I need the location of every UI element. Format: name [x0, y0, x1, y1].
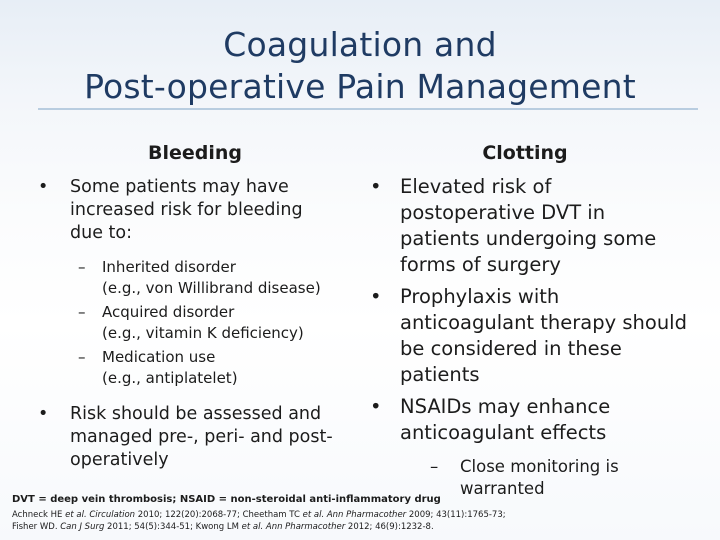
clotting-subitem-monitoring: [400, 456, 690, 500]
dash-icon: –: [78, 348, 86, 366]
subitem-detail: (e.g., vitamin K deficiency): [102, 324, 304, 342]
bleeding-subitem-medication: [70, 347, 338, 389]
dash-icon: –: [78, 303, 86, 321]
bullet-icon: •: [370, 175, 382, 198]
ref-journal: Circulation: [86, 510, 136, 520]
dash-icon: –: [430, 457, 439, 476]
clotting-sublist: [400, 456, 690, 500]
ref-etal: et al.: [65, 510, 87, 520]
bullet-icon: •: [370, 285, 382, 308]
ref-text: Achneck HE: [12, 510, 66, 520]
bleeding-item-1: [38, 176, 338, 389]
bleeding-subitem-acquired: [70, 302, 338, 344]
title-line-2: Post-operative Pain Management: [84, 67, 636, 106]
abbreviations-footnote: DVT = deep vein thrombosis; NSAID = non-steroidal anti-inflammatory drug: [12, 494, 441, 505]
clotting-item-3-text: NSAIDs may enhance anticoagulant effects: [400, 395, 611, 444]
bleeding-item-1-text: Some patients may have increased risk for bleeding due to:: [70, 177, 303, 243]
subitem-label: Acquired disorder: [102, 303, 235, 321]
ref-text: 2012; 46(9):1232-8.: [345, 522, 434, 532]
bleeding-heading: Bleeding: [147, 142, 242, 164]
clotting-item-2: [370, 284, 690, 388]
subitem-detail: (e.g., antiplatelet): [102, 369, 238, 387]
bullet-icon: •: [38, 177, 49, 197]
bleeding-sublist: [70, 257, 338, 389]
ref-journal: Ann Pharmacother: [324, 510, 407, 520]
title-divider: [38, 108, 698, 110]
bleeding-subitem-inherited: [70, 257, 338, 299]
slide-title: [0, 24, 720, 108]
bullet-icon: •: [370, 395, 382, 418]
dash-icon: –: [78, 258, 86, 276]
ref-etal: et al.: [302, 510, 325, 520]
clotting-item-3: [370, 394, 690, 500]
ref-text: 2011; 54(5):344-51; Kwong LM: [104, 522, 242, 532]
clotting-list: [370, 174, 690, 506]
clotting-item-1: [370, 174, 690, 278]
clotting-item-1-text: Elevated risk of postoperative DVT in patients undergoing some forms of surgery: [400, 175, 657, 276]
bleeding-item-2: [38, 403, 338, 472]
clotting-item-2-text: Prophylaxis with anticoagulant therapy should be considered in these patients: [400, 285, 687, 386]
bleeding-list: [38, 176, 338, 472]
ref-journal: Ann Pharmacother: [263, 522, 346, 532]
references-footnote: [12, 509, 712, 533]
bullet-icon: •: [38, 404, 49, 424]
ref-text: 2009; 43(11):1765-73;: [406, 510, 506, 520]
title-line-1: Coagulation and: [223, 25, 497, 64]
ref-journal: Can J Surg: [60, 522, 105, 532]
subitem-label: Medication use: [102, 348, 216, 366]
bleeding-item-2-text: Risk should be assessed and managed pre-, peri- and post-operatively: [70, 404, 333, 470]
subitem-label: Close monitoring is warranted: [460, 457, 619, 498]
ref-text: 2010; 122(20):2068-77; Cheetham TC: [135, 510, 303, 520]
ref-etal: et al.: [241, 522, 264, 532]
subitem-detail: (e.g., von Willibrand disease): [102, 279, 321, 297]
subitem-label: Inherited disorder: [102, 258, 236, 276]
clotting-heading: Clotting: [482, 142, 568, 164]
ref-text: Fisher WD.: [12, 522, 61, 532]
